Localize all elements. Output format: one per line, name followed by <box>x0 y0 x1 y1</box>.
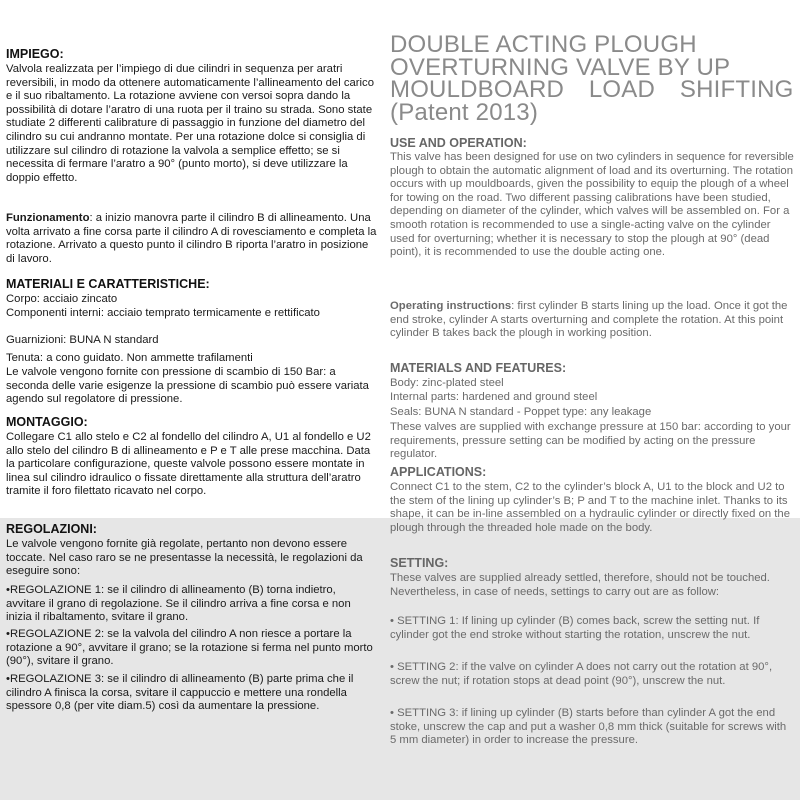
montaggio-heading: MONTAGGIO: <box>6 415 88 429</box>
regolazione-3: •REGOLAZIONE 3: se il cilindro di allineamento (B) parte prima che il cilindro A finisca la corsa, svitare il cappuccio e mettere una rondella spessore 0,8 (per vite diam.5) così da aumentare la pressione. <box>6 673 354 713</box>
use-text: This valve has been designed for use on two cylinders in sequence for reversible plough to obtain the automatic alignment of load and its overturning. The rotation occurs with up mouldboards, given the possibility to equip the plough of a wheel for towing on the road. Two different passing calibrations have been studied, depending on diameter of the cylinder, which valves will be assembled on. For a smooth rotation is recommended to use a single-acting valve on the cylinder used for overturning; whether it is necessary to stop the plough at 90° (dead point), it is recommended to use the double acting one. <box>390 151 794 259</box>
materiali-pressione: Le valvole vengono fornite con pressione di scambio di 150 Bar: a seconda delle varie esigenze la pressione di scambio può essere variata agendo sul regolatore di pressione. <box>6 366 369 406</box>
funzionamento-text <box>6 212 378 266</box>
montaggio-text: Collegare C1 allo stelo e C2 al fondello del cilindro A, U1 al fondello e U2 allo stelo del cilindro B di allineamento e P e T alle prese macchina. Data la particolare configurazione, queste valvole possono essere montate in linea sul cilindro idraulico o fissate direttamente alla struttura dell’aratro tramite il foro filettato ricavato nel corpo. <box>6 431 371 498</box>
title-line-1: DOUBLE ACTING PLOUGH <box>390 31 697 58</box>
funzionamento-label: Funzionamento <box>6 212 90 224</box>
regolazioni-text: Le valvole vengono fornite già regolate, pertanto non devono essere toccate. Nel caso raro se ne presentasse la necessità, le regolazioni da eseguire sono: <box>6 538 363 578</box>
operating-text <box>390 300 795 341</box>
impiego-text: Valvola realizzata per l’impiego di due cilindri in sequenza per aratri reversibili, in modo da ottenere automaticamente l’allineamento del carico e il suo ribaltamento. La rotazione avviene con versoi sopra dando la possibilità di dotare l’aratro di una ruota per il traino su strada. Sono state studiate 2 differenti calibrature di passaggio in funzione del diametro del cilindro su cui andranno montate. Per una rotazione dolce si consiglia di utilizzare sul cilindro di rotazione la valvola a semplice effetto; se si necessita di fermare l’aratro a 90° (punto morto), si deve utilizzare la doppio effetto. <box>6 63 374 184</box>
operating-label: Operating instructions <box>390 300 512 312</box>
materiali-heading: MATERIALI E CARATTERISTICHE: <box>6 277 210 291</box>
funzionamento-body: : a inizio manovra parte il cilindro B di allineamento. Una volta arrivato a fine corsa parte il cilindro A di rovesciamento e completa la rotazione. Arrivato a questo punto il cilindro B riporta l’aratro in posizione di lavoro. <box>6 212 377 265</box>
applications-heading: APPLICATIONS: <box>390 465 487 479</box>
title-line-2: OVERTURNING VALVE BY UP <box>390 53 731 81</box>
setting-3: • SETTING 3: if lining up cylinder (B) starts before than cylinder A got the end stoke, unscrew the cap and put a washer 0,8 mm thick (suitable for screws with 5 mm diameter) in order to increase the pressure. <box>390 707 787 747</box>
regolazione-1: •REGOLAZIONE 1: se il cilindro di allineamento (B) torna indietro, avvitare il grano di regolazione. Se il cilindro arriva a fine corsa e non inizia il ribaltamento, svitare il grano. <box>6 584 351 624</box>
materials-seals: Seals: BUNA N standard - Poppet type: any leakage <box>390 406 652 418</box>
materials-pressure: These valves are supplied with exchange pressure at 150 bar: according to your requirements, pressure setting can be modified by acting on the pressure regulator. <box>390 421 791 461</box>
regolazioni-heading: REGOLAZIONI: <box>6 522 97 536</box>
materiali-guarnizioni: Guarnizioni: BUNA N standard <box>6 334 159 346</box>
title-line-4: (Patent 2013) <box>390 98 539 126</box>
materials-internal: Internal parts: hardened and ground steel <box>390 391 598 403</box>
operating-body: : first cylinder B starts lining up the load. Once it got the end stroke, cylinder A starts overturning and complete the rotation. At this point cylinder B takes back the plough in working position. <box>390 300 788 340</box>
document-title <box>390 31 795 126</box>
materials-heading: MATERIALS AND FEATURES: <box>390 361 567 375</box>
setting-2: • SETTING 2: if the valve on cylinder A does not carry out the rotation at 90°, screw the nut; if rotation stops at dead point (90°), unscrew the nut. <box>390 661 773 687</box>
materiali-corpo: Corpo: acciaio zincato <box>6 293 118 305</box>
impiego-heading: IMPIEGO: <box>6 47 64 61</box>
materiali-componenti: Componenti interni: acciaio temprato termicamente e rettificato <box>6 307 320 319</box>
materiali-tenuta: Tenuta: a cono guidato. Non ammette trafilamenti <box>6 352 253 364</box>
title-line-3: MOULDBOARD LOAD SHIFTING <box>390 76 794 103</box>
use-heading: USE AND OPERATION: <box>390 136 527 150</box>
setting-1: • SETTING 1: If lining up cylinder (B) comes back, screw the setting nut. If cylinder got the end stroke without starting the rotation, unscrew the nut. <box>390 615 760 641</box>
setting-heading: SETTING: <box>390 556 449 570</box>
regolazione-2: •REGOLAZIONE 2: se la valvola del cilindro A non riesce a portare la rotazione a 90°, avvitare il grano; se la rotazione si ferma nel punto morto (90°), svitare il grano. <box>6 628 373 668</box>
applications-text: Connect C1 to the stem, C2 to the cylinder’s block A, U1 to the block and U2 to the stem of the lining up cylinder’s B; P and T to the machine inlet. Thanks to its shape, it can be in-line assembled on a hydraulic cylinder or directly fixed on the plough through the threaded hole made on the body. <box>390 481 791 534</box>
materials-body: Body: zinc-plated steel <box>390 377 504 389</box>
setting-text: These valves are supplied already settled, therefore, should not be touched. Nevertheless, in case of needs, settings to carry out are as follow: <box>390 572 770 598</box>
